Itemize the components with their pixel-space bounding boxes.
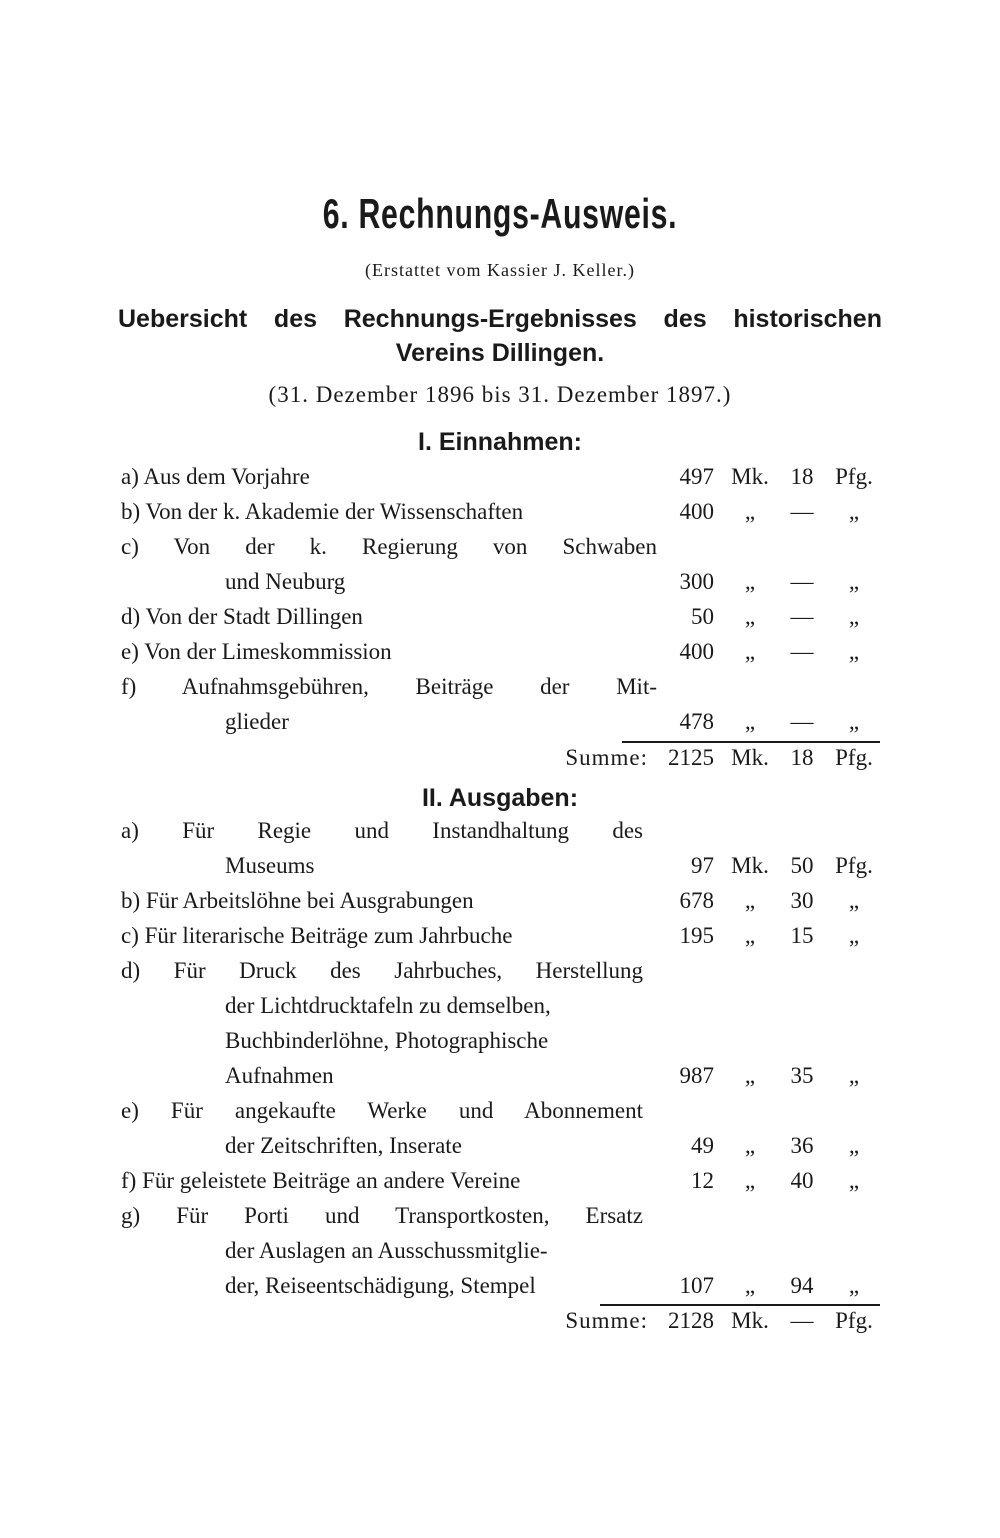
expenses-sum-amount: 2128	[668, 1308, 714, 1333]
expense-c-amount: 195	[679, 923, 714, 948]
income-f-pfunit: „	[848, 709, 860, 734]
expense-d-unit: „	[744, 1063, 756, 1088]
income-f-text-1: f) Aufnahmsgebühren, Beiträge der Mit-	[121, 674, 657, 699]
income-sum-row	[0, 745, 1000, 779]
income-sum-unit: Mk.	[731, 745, 769, 770]
expense-row-g3	[0, 1273, 1000, 1307]
income-d-unit: „	[744, 604, 756, 629]
expense-f-unit: „	[744, 1168, 756, 1193]
expense-e-pfunit: „	[848, 1133, 860, 1158]
expense-a-unit: Mk.	[731, 853, 769, 878]
income-b-amount: 400	[679, 499, 714, 524]
expense-row-a1	[0, 818, 1000, 852]
expense-d-pfunit: „	[848, 1063, 860, 1088]
income-d-amount: 50	[691, 604, 714, 629]
section-subtitle: (Erstattet vom Kassier J. Keller.)	[365, 260, 635, 280]
expense-row-f	[0, 1168, 1000, 1202]
expense-row-d2	[0, 993, 1000, 1027]
period-line: (31. Dezember 1896 bis 31. Dezember 1897.)	[268, 382, 732, 407]
income-f-pf: —	[790, 709, 814, 734]
income-e-pf: —	[790, 639, 814, 664]
income-row-f2	[0, 709, 1000, 743]
income-c-pf: —	[790, 569, 814, 594]
expense-a-text-2: Museums	[225, 853, 315, 878]
expense-a-pfunit: Pfg.	[835, 853, 873, 878]
income-a-pfunit: Pfg.	[835, 464, 873, 489]
expense-e-text-1: e) Für angekaufte Werke und Abonnement	[121, 1098, 643, 1123]
expense-g-text-2: der Auslagen an Ausschussmitglie-	[225, 1238, 548, 1263]
income-row-f1	[0, 674, 1000, 708]
income-c-amount: 300	[679, 569, 714, 594]
expense-e-amount: 49	[691, 1133, 714, 1158]
expenses-sum-pfunit: Pfg.	[835, 1308, 873, 1333]
income-a-pf: 18	[790, 464, 814, 489]
expense-a-text-1: a) Für Regie und Instandhaltung des	[121, 818, 643, 843]
income-d-text: d) Von der Stadt Dillingen	[121, 604, 363, 629]
expenses-heading: II. Ausgaben:	[421, 784, 579, 812]
income-f-text-2: glieder	[225, 709, 289, 734]
income-e-text: e) Von der Limeskommission	[121, 639, 392, 664]
income-b-unit: „	[744, 499, 756, 524]
expense-row-e1	[0, 1098, 1000, 1132]
expenses-sum-unit: Mk.	[731, 1308, 769, 1333]
expense-b-text: b) Für Arbeitslöhne bei Ausgrabungen	[121, 888, 474, 913]
income-row-e	[0, 639, 1000, 673]
income-c-unit: „	[744, 569, 756, 594]
income-f-unit: „	[744, 709, 756, 734]
expense-f-pfunit: „	[848, 1168, 860, 1193]
expense-row-g2	[0, 1238, 1000, 1272]
income-sum-rule	[622, 741, 880, 743]
income-f-amount: 478	[679, 709, 714, 734]
income-row-a	[0, 464, 1000, 498]
income-row-c2	[0, 569, 1000, 603]
income-d-pfunit: „	[848, 604, 860, 629]
expenses-sum-row	[0, 1308, 1000, 1342]
expense-g-pf: 94	[790, 1273, 814, 1298]
expense-f-pf: 40	[790, 1168, 814, 1193]
income-e-amount: 400	[679, 639, 714, 664]
expense-g-text-3: der, Reiseentschädigung, Stempel	[225, 1273, 536, 1298]
expense-f-text: f) Für geleistete Beiträge an andere Vereine	[121, 1168, 521, 1193]
expense-g-pfunit: „	[848, 1273, 860, 1298]
expense-row-b	[0, 888, 1000, 922]
income-sum-pfunit: Pfg.	[835, 745, 873, 770]
expenses-sum-label: Summe:	[565, 1308, 648, 1333]
income-c-text-1: c) Von der k. Regierung von Schwaben	[121, 534, 657, 559]
expense-row-d3	[0, 1028, 1000, 1062]
income-e-pfunit: „	[848, 639, 860, 664]
expense-a-amount: 97	[691, 853, 714, 878]
expense-row-g1	[0, 1203, 1000, 1237]
expense-row-d1	[0, 958, 1000, 992]
expense-d-text-2: der Lichtdrucktafeln zu demselben,	[225, 993, 551, 1018]
expense-g-text-1: g) Für Porti und Transportkosten, Ersatz	[121, 1203, 643, 1228]
expense-d-pf: 35	[790, 1063, 814, 1088]
expense-f-amount: 12	[691, 1168, 714, 1193]
expenses-sum-rule	[600, 1304, 880, 1306]
income-row-b	[0, 499, 1000, 533]
income-heading: I. Einnahmen:	[418, 428, 582, 456]
income-e-unit: „	[744, 639, 756, 664]
expense-row-c	[0, 923, 1000, 957]
overview-line-1: Uebersicht des Rechnungs-Ergebnisses des historischen	[118, 305, 882, 333]
expense-d-text-1: d) Für Druck des Jahrbuches, Herstellung	[121, 958, 643, 983]
income-row-c1	[0, 534, 1000, 568]
income-a-amount: 497	[679, 464, 714, 489]
income-c-text-2: und Neuburg	[225, 569, 346, 594]
expenses-sum-pf: —	[790, 1308, 814, 1333]
expense-b-unit: „	[744, 888, 756, 913]
overview-heading	[118, 302, 882, 370]
expense-row-e2	[0, 1133, 1000, 1167]
expense-b-pf: 30	[790, 888, 814, 913]
income-d-pf: —	[790, 604, 814, 629]
expense-g-unit: „	[744, 1273, 756, 1298]
income-b-text: b) Von der k. Akademie der Wissenschaften	[121, 499, 524, 524]
income-sum-pf: 18	[790, 745, 814, 770]
expense-row-a2	[0, 853, 1000, 887]
expense-d-text-3: Buchbinderlöhne, Photographische	[225, 1028, 549, 1053]
expense-b-amount: 678	[679, 888, 714, 913]
income-a-unit: Mk.	[731, 464, 769, 489]
expense-c-pfunit: „	[848, 923, 860, 948]
income-b-pf: —	[790, 499, 814, 524]
income-c-pfunit: „	[848, 569, 860, 594]
expense-row-d4	[0, 1063, 1000, 1097]
income-sum-label: Summe:	[565, 745, 648, 770]
section-title: 6. Rechnungs-Ausweis.	[322, 190, 678, 237]
income-row-d	[0, 604, 1000, 638]
expense-g-amount: 107	[679, 1273, 714, 1298]
overview-line-2: Vereins Dillingen.	[395, 339, 605, 367]
expense-e-unit: „	[744, 1133, 756, 1158]
income-sum-amount: 2125	[668, 745, 714, 770]
expense-e-pf: 36	[790, 1133, 814, 1158]
expense-c-text: c) Für literarische Beiträge zum Jahrbuche	[121, 923, 513, 948]
expense-e-text-2: der Zeitschriften, Inserate	[225, 1133, 462, 1158]
expense-b-pfunit: „	[848, 888, 860, 913]
expense-a-pf: 50	[790, 853, 814, 878]
expense-c-unit: „	[744, 923, 756, 948]
expense-d-amount: 987	[679, 1063, 714, 1088]
expense-c-pf: 15	[790, 923, 814, 948]
income-a-text: a) Aus dem Vorjahre	[121, 464, 310, 489]
income-b-pfunit: „	[848, 499, 860, 524]
expense-d-text-4: Aufnahmen	[225, 1063, 334, 1088]
